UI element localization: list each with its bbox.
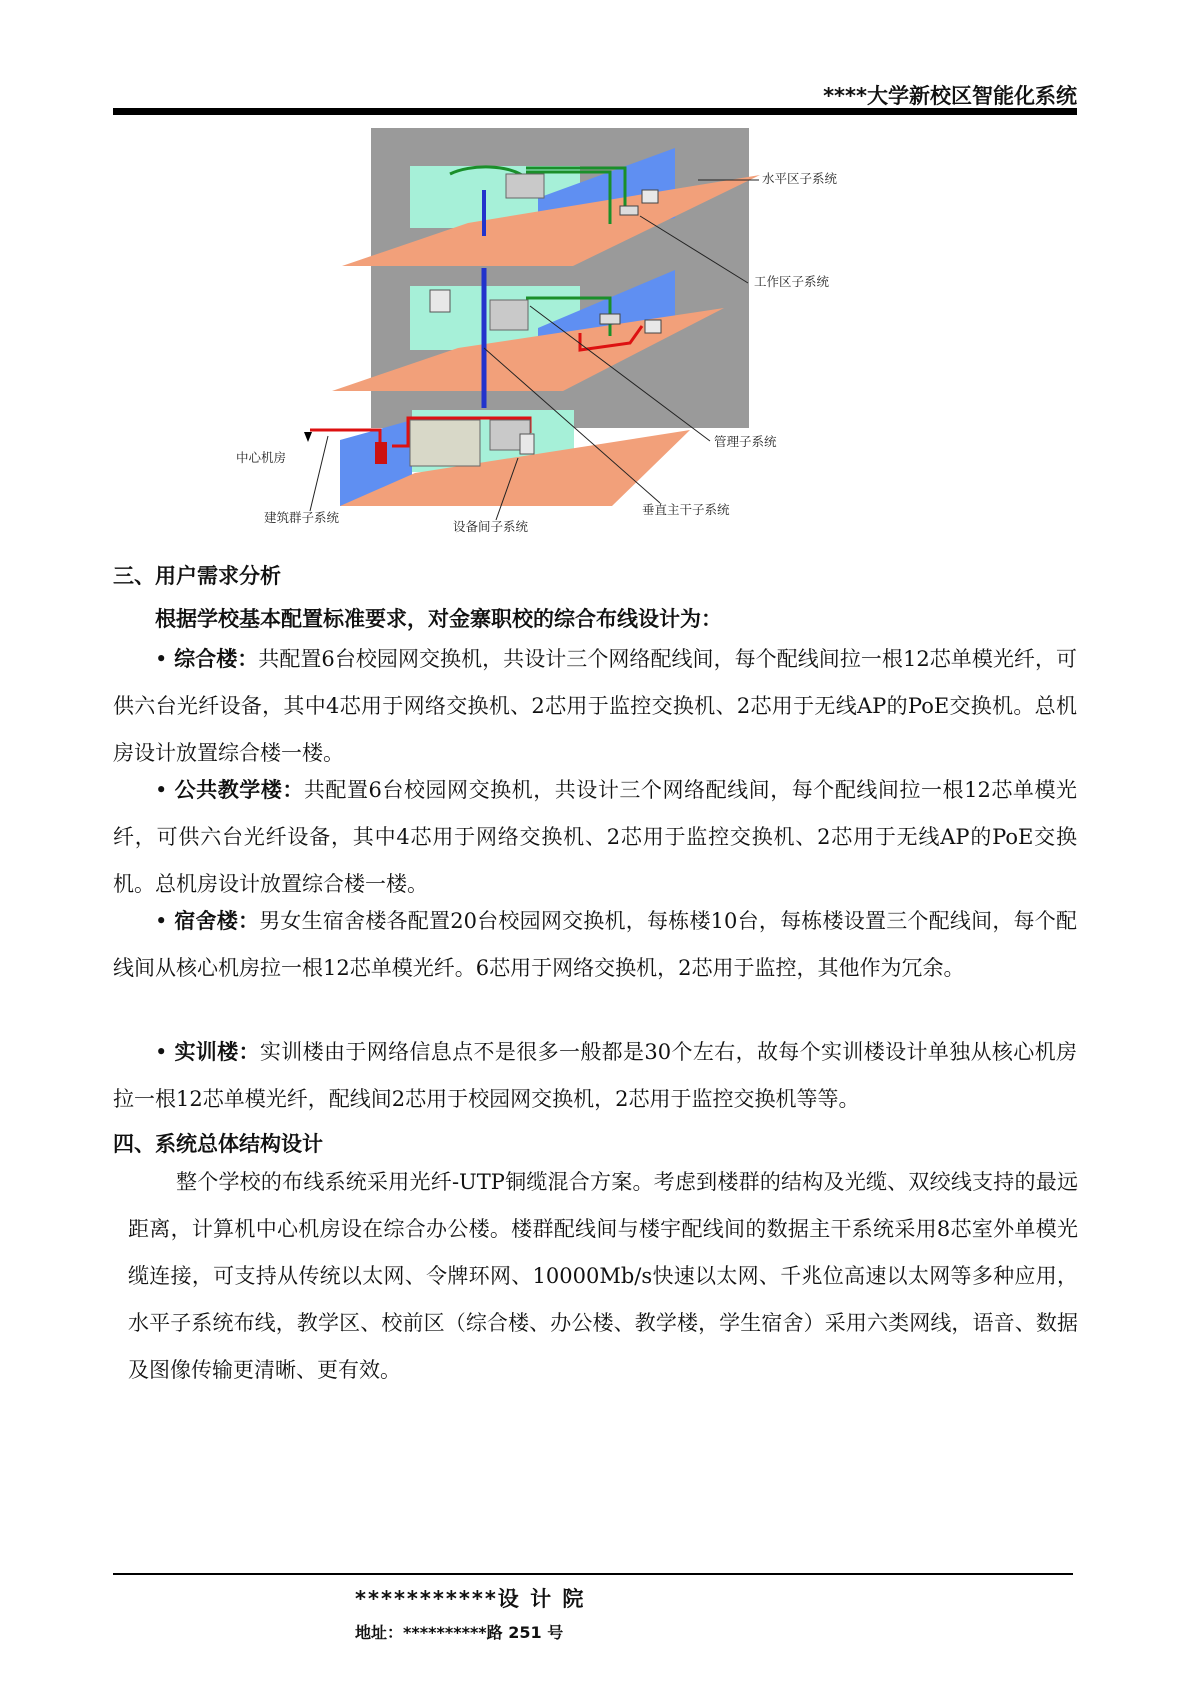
item-teaching-building: • 公共教学楼：共配置6台校园网交换机，共设计三个网络配线间，每个配线间拉一根12芯单模光纤，可供六台光纤设备，其中4芯用于网络交换机、2芯用于监控交换机、2芯用于无线AP的PoE交换机。总机房设计放置综合楼一楼。 — [113, 778, 1077, 896]
server-f1 — [520, 434, 534, 454]
label-horizontal: 水平区子系统 — [762, 171, 838, 186]
item-training-building: • 实训楼：实训楼由于网络信息点不是很多一般都是30个左右，故每个实训楼设计单独从核心机房拉一根12芯单模光纤，配线间2芯用于校园网交换机，2芯用于监控交换机等等。 — [113, 1040, 1078, 1111]
footer-address: 地址：**********路 251 号 — [355, 1623, 564, 1642]
label-central-room: 中心机房 — [236, 450, 287, 465]
patch-panel-f3 — [506, 174, 544, 198]
header-rule — [113, 108, 1077, 115]
label-equipment-room: 设备间子系统 — [453, 519, 529, 534]
item-dormitory: • 宿舍楼：男女生宿舍楼各配置20台校园网交换机，每栋楼10台，每栋楼设置三个配线间，每个配线间从核心机房拉一根12芯单模光纤。6芯用于网络交换机，2芯用于监控，其他作为冗余。 — [113, 909, 1077, 980]
label-work-area: 工作区子系统 — [754, 274, 830, 289]
phone-f3 — [620, 206, 638, 215]
equipment-rack-f1 — [410, 420, 480, 466]
label-management: 管理子系统 — [714, 434, 777, 449]
header-title: ****大学新校区智能化系统 — [823, 84, 1077, 108]
footer-rule — [113, 1573, 1073, 1575]
item-complex-building: • 综合楼：共配置6台校园网交换机，共设计三个网络配线间，每个配线间拉一根12芯单模光纤，可供六台光纤设备，其中4芯用于网络交换机、2芯用于监控交换机、2芯用于无线AP的PoE交换机。总机房设计放置综合楼一楼。 — [113, 647, 1077, 765]
section-heading-structure: 四、系统总体结构设计 — [113, 1132, 323, 1156]
label-building-group: 建筑群子系统 — [264, 510, 340, 525]
cabling-system-diagram — [236, 128, 960, 588]
camera-f2 — [430, 290, 450, 312]
label-vertical-backbone: 垂直主干子系统 — [642, 502, 730, 517]
fiber-box — [375, 442, 387, 464]
section-heading-requirements: 三、用户需求分析 — [113, 564, 281, 588]
workstation-pc-f2 — [645, 320, 661, 333]
lead-paragraph: 根据学校基本配置标准要求，对金寨职校的综合布线设计为： — [155, 607, 722, 631]
patch-panel-f2 — [490, 300, 528, 330]
footer-organization: ***********设 计 院 — [355, 1587, 586, 1611]
workstation-pc-f3 — [642, 190, 658, 203]
structure-paragraph: 整个学校的布线系统采用光纤-UTP铜缆混合方案。考虑到楼群的结构及光缆、双绞线支持的最远距离，计算机中心机房设在综合办公楼。楼群配线间与楼宇配线间的数据主干系统采用8芯室外单模光缆连接，可支持从传统以太网、令牌环网、10000Mb/s快速以太网、千兆位高速以太网等多种应用，水平子系统布线，教学区、校前区（综合楼、办公楼、教学楼，学生宿舍）采用六类网线，语音、数据及图像传输更清晰、更有效。 — [128, 1170, 1078, 1382]
